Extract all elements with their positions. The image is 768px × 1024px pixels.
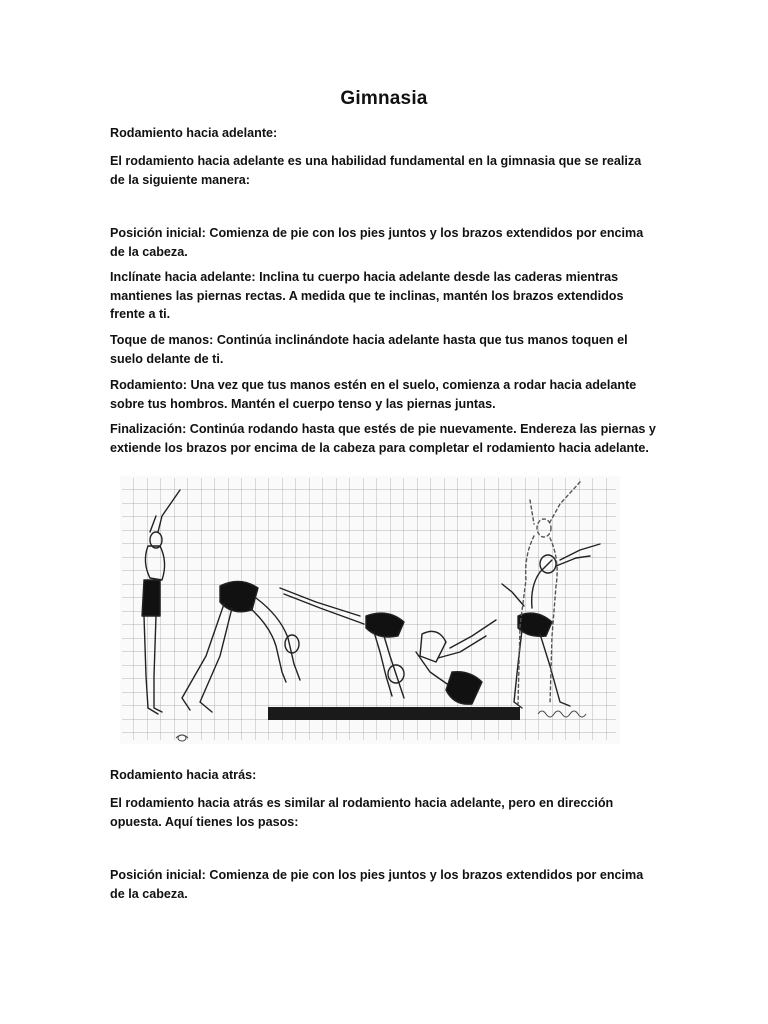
forward-roll-illustration xyxy=(120,476,620,744)
step-roll: Rodamiento: Una vez que tus manos estén en el suelo, comienza a rodar hacia adelante sobre tus hombros. Mantén el cuerpo tenso y las piernas juntas. xyxy=(110,378,637,411)
gym-mat xyxy=(268,707,520,720)
step-finish: Finalización: Continúa rodando hasta que estés de pie nuevamente. Endereza las piernas y extiende los brazos por encima de la cabeza para completar el rodamiento hacia adelante. xyxy=(110,422,656,455)
step-lean-forward: Inclínate hacia adelante: Inclina tu cuerpo hacia adelante desde las caderas mientras mantienes las piernas rectas. A medida que te inclinas, mantén los brazos extendidos frente a ti. xyxy=(110,270,624,321)
step-initial-position-backward: Posición inicial: Comienza de pie con los pies juntos y los brazos extendidos por encima de la cabeza. xyxy=(110,868,644,901)
section-heading-backward-roll: Rodamiento hacia atrás: xyxy=(110,768,257,782)
section-intro-forward-roll: El rodamiento hacia adelante es una habilidad fundamental en la gimnasia que se realiza de la siguiente manera: xyxy=(110,154,642,187)
section-heading-forward-roll: Rodamiento hacia adelante: xyxy=(110,126,278,140)
step-hands-touch: Toque de manos: Continúa inclinándote hacia adelante hasta que tus manos toquen el suelo delante de ti. xyxy=(110,333,628,366)
step-initial-position: Posición inicial: Comienza de pie con los pies juntos y los brazos extendidos por encima de la cabeza. xyxy=(110,226,644,259)
section-intro-backward-roll: El rodamiento hacia atrás es similar al rodamiento hacia adelante, pero en dirección opuesta. Aquí tienes los pasos: xyxy=(110,796,614,829)
document-title: Gimnasia xyxy=(340,88,428,109)
